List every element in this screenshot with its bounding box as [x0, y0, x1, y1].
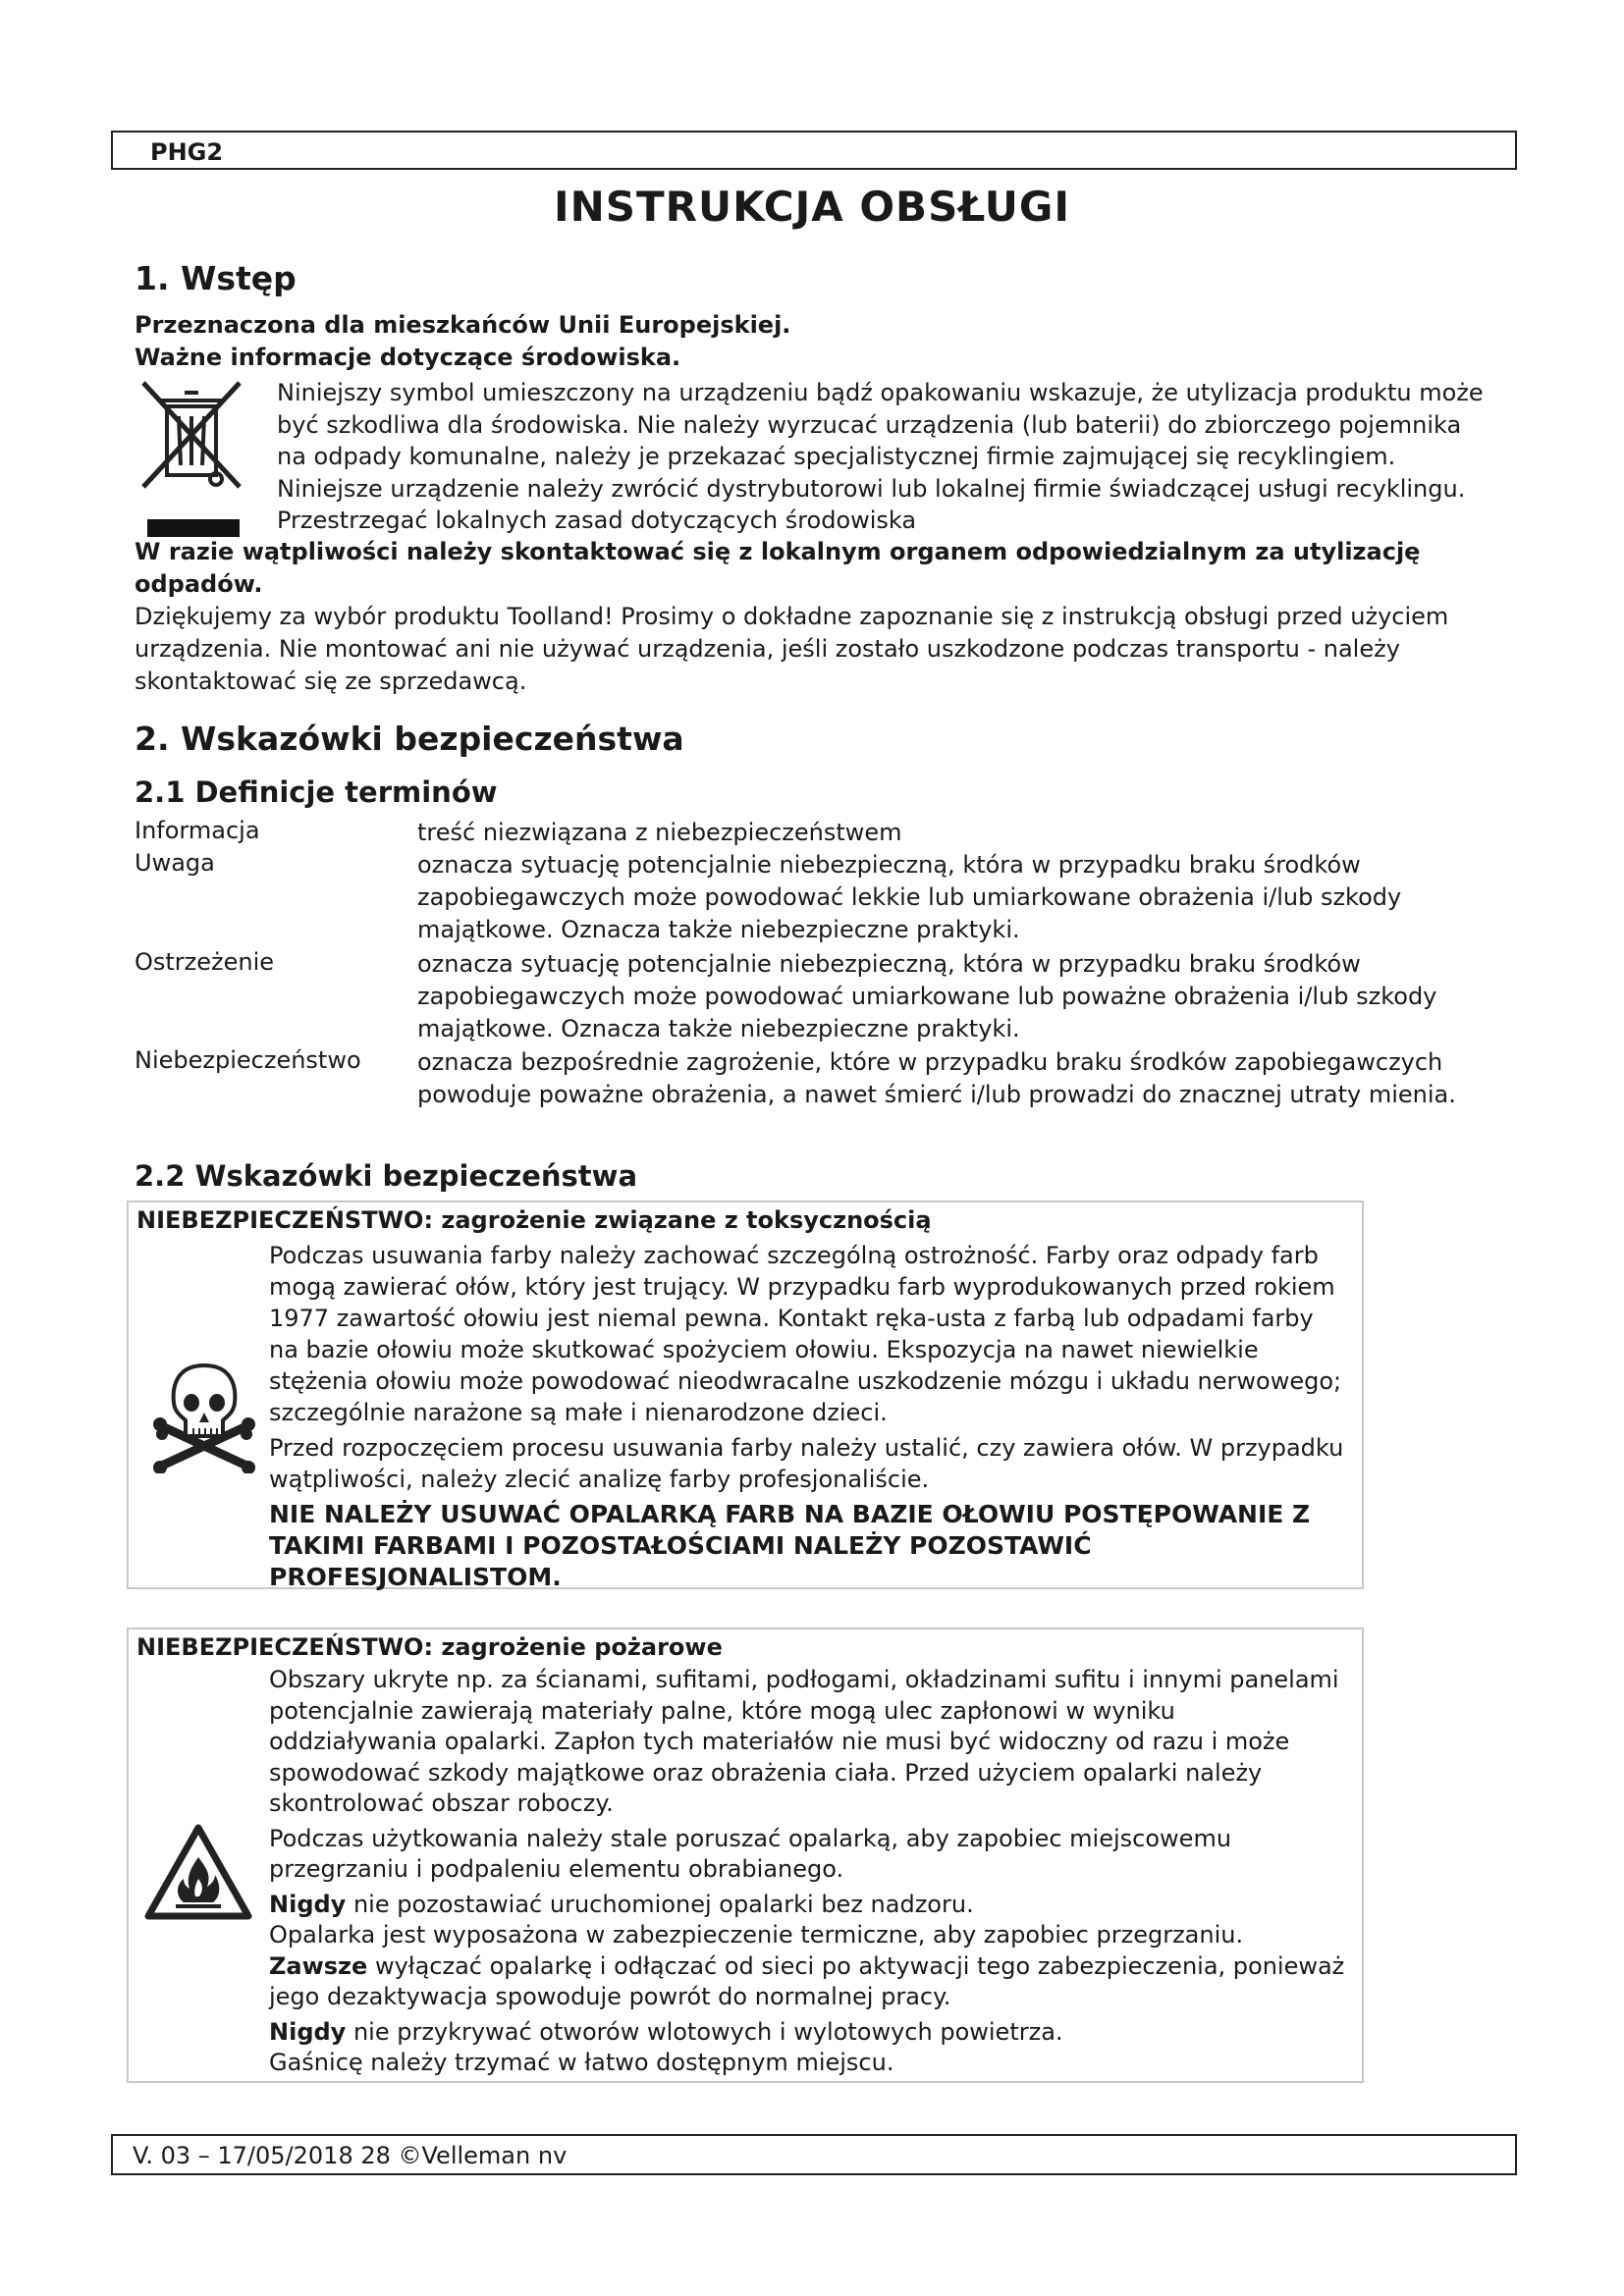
- subsection-2-2-heading: 2.2 Wskazówki bezpieczeństwa: [135, 1159, 638, 1193]
- page-header: [111, 131, 1517, 170]
- contact-line: W razie wątpliwości należy skontaktować się z lokalnym organem odpowiedzialnym za utylizację odpadów.: [135, 538, 1421, 598]
- fire-paragraph-6: [269, 2017, 1349, 2049]
- fire-paragraph-3-rest: nie pozostawiać uruchomionej opalarki bez nadzoru.: [346, 1890, 974, 1918]
- skull-crossbones-icon: [150, 1358, 258, 1473]
- definition-desc: oznacza bezpośrednie zagrożenie, które w przypadku braku środków zapobiegawczych powoduje poważne obrażenia, a nawet śmierć i/lub prowadzi do znacznej utraty mienia.: [417, 1048, 1456, 1108]
- fire-warning-box: [127, 1628, 1364, 2083]
- definitions-table: [135, 817, 1509, 1145]
- fire-paragraph-5-bold: Zawsze: [269, 1951, 368, 1980]
- definition-desc: oznacza sytuację potencjalnie niebezpieczną, która w przypadku braku środków zapobiegawczych może powodować lekkie lub umiarkowane obrażenia i/lub szkody majątkowe. Oznacza także niebezpieczne praktyki.: [417, 851, 1402, 943]
- definition-row: [135, 1046, 1509, 1145]
- eu-line: Przeznaczona dla mieszkańców Unii Europejskiej.: [135, 311, 791, 339]
- definition-row: [135, 817, 1509, 849]
- fire-paragraph-7: Gaśnicę należy trzymać w łatwo dostępnym miejscu.: [269, 2049, 894, 2076]
- fire-paragraph-2: Podczas użytkowania należy stale poruszać opalarką, aby zapobiec miejscowemu przegrzaniu i podpaleniu elementu obrabianego.: [269, 1824, 1232, 1883]
- toxicity-paragraph-2: Przed rozpoczęciem procesu usuwania farby należy ustalić, czy zawiera ołów. W przypadku wątpliwości, należy zlecić analizę farby profesjonaliście.: [269, 1434, 1344, 1493]
- fire-paragraph-5-rest: wyłączać opalarkę i odłączać od sieci po aktywacji tego zabezpieczenia, ponieważ jego dezaktywacja spowoduje powrót do normalnej pracy.: [269, 1951, 1345, 2010]
- definition-term: Niebezpieczeństwo: [135, 1046, 361, 1074]
- subsection-2-1-heading: 2.1 Definicje terminów: [135, 775, 498, 809]
- flammable-warning-icon: [142, 1822, 254, 1924]
- toxicity-warning-title: NIEBEZPIECZEŃSTWO: zagrożenie związane z toksycznością: [136, 1206, 932, 1234]
- toxicity-warning-box: [127, 1201, 1364, 1589]
- toxicity-warning-body: [269, 1240, 1349, 1597]
- fire-paragraph-4: Opalarka jest wyposażona w zabezpieczenie termiczne, aby zapobiec przegrzaniu.: [269, 1921, 1244, 1949]
- page-title: INSTRUKCJA OBSŁUGI: [554, 183, 1070, 231]
- thanks-text: Dziękujemy za wybór produktu Toolland! Prosimy o dokładne zapoznanie się z instrukcją obsługi przed użyciem urządzenia. Nie montować ani nie używać urządzenia, jeśli zostało uszkodzone podczas transportu - należy skontaktować się ze sprzedawcą.: [135, 603, 1449, 695]
- page-footer: [111, 2134, 1517, 2175]
- definition-desc: oznacza sytuację potencjalnie niebezpieczną, która w przypadku braku środków zapobiegawczych może powodować umiarkowane lub poważne obrażenia i/lub szkody majątkowe. Oznacza także niebezpieczne praktyki.: [417, 950, 1437, 1042]
- footer-text: V. 03 – 17/05/2018 28 ©Velleman nv: [133, 2142, 568, 2169]
- definition-row: [135, 849, 1509, 948]
- fire-paragraph-3-bold: Nigdy: [269, 1890, 347, 1918]
- model-code: PHG2: [150, 138, 224, 166]
- fire-warning-title: NIEBEZPIECZEŃSTWO: zagrożenie pożarowe: [136, 1633, 723, 1661]
- section-1-heading: 1. Wstęp: [135, 259, 297, 297]
- definition-term: Uwaga: [135, 849, 215, 877]
- definition-term: Informacja: [135, 817, 260, 844]
- fire-warning-body: [269, 1665, 1349, 2079]
- fire-paragraph-6-rest: nie przykrywać otworów wlotowych i wylotowych powietrza.: [346, 2017, 1063, 2046]
- weee-text: Niniejszy symbol umieszczony na urządzeniu bądź opakowaniu wskazuje, że utylizacja produktu może być szkodliwa dla środowiska. Nie należy wyrzucać urządzenia (lub baterii) do zbiorczego pojemnika na odpady komunalne, należy je przekazać specjalistycznej firmie zajmującej się recyklingiem. Niniejsze urządzenie należy zwrócić dystrybutorowi lub lokalnej firmie świadczącej usługi recyklingu. Przestrzegać lokalnych zasad dotyczących środowiska: [277, 379, 1484, 534]
- toxicity-paragraph-3: NIE NALEŻY USUWAĆ OPALARKĄ FARB NA BAZIE OŁOWIU POSTĘPOWANIE Z TAKIMI FARBAMI I POZOSTAŁOŚCIAMI NALEŻY POZOSTAWIĆ PROFESJONALISTOM.: [269, 1500, 1311, 1591]
- fire-paragraph-6-bold: Nigdy: [269, 2017, 347, 2046]
- definition-desc: treść niezwiązana z niebezpieczeństwem: [417, 819, 902, 846]
- fire-paragraph-3: [269, 1890, 1349, 1921]
- toxicity-paragraph-1: Podczas usuwania farby należy zachować szczególną ostrożność. Farby oraz odpady farb mogą zawierać ołów, który jest trujący. W przypadku farb wyprodukowanych przed rokiem 1977 zawartość ołowiu jest niemal pewna. Kontakt ręka-usta z farbą lub odpadami farby na bazie ołowiu może skutkować spożyciem ołowiu. Ekspozycja na nawet niewielkie stężenia ołowiu może powodować nieodwracalne uszkodzenie mózgu i układu nerwowego; szczególnie narażone są małe i nienarodzone dzieci.: [269, 1242, 1342, 1426]
- weee-bar: [147, 519, 240, 537]
- env-line: Ważne informacje dotyczące środowiska.: [135, 344, 681, 371]
- fire-paragraph-1: Obszary ukryte np. za ścianami, sufitami, podłogami, okładzinami sufitu i innymi panelami potencjalnie zawierają materiały palne, które mogą ulec zapłonowi w wyniku oddziaływania opalarki. Zapłon tych materiałów nie musi być widoczny od razu i może spowodować szkody majątkowe oraz obrażenia ciała. Przed użyciem opalarki należy skontrolować obszar roboczy.: [269, 1666, 1339, 1817]
- definition-term: Ostrzeżenie: [135, 948, 275, 976]
- crossed-bin-icon: [137, 377, 245, 495]
- section-2-heading: 2. Wskazówki bezpieczeństwa: [135, 720, 684, 758]
- definition-row: [135, 948, 1509, 1046]
- fire-paragraph-5: [269, 1951, 1349, 2013]
